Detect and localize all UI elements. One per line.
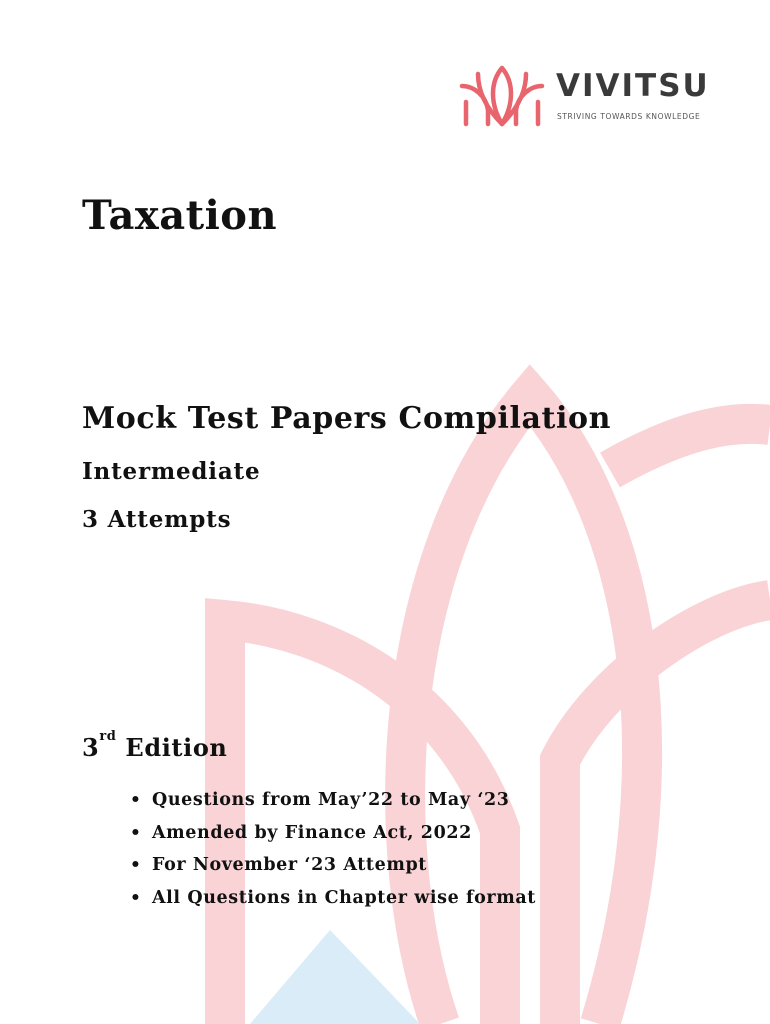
edition-suffix: rd — [99, 729, 117, 744]
vivitsu-logo — [456, 64, 710, 128]
lotus-icon — [456, 64, 548, 128]
attempts-count: 3 Attempts — [82, 506, 232, 533]
feature-item: • Amended by Finance Act, 2022 — [130, 817, 536, 850]
feature-item: • Questions from May’22 to May ‘23 — [130, 784, 536, 817]
course-level: Intermediate — [82, 458, 261, 485]
brand-tagline: STRIVING TOWARDS KNOWLEDGE — [557, 112, 701, 121]
feature-item: • For November ‘23 Attempt — [130, 849, 536, 882]
brand-name: VIVITSU — [556, 68, 710, 104]
feature-list — [130, 784, 536, 914]
book-title: Taxation — [82, 192, 278, 239]
edition-number: 3 — [82, 733, 100, 762]
feature-item: • All Questions in Chapter wise format — [130, 882, 536, 915]
edition-label: Edition — [125, 733, 228, 762]
book-subtitle: Mock Test Papers Compilation — [82, 401, 611, 436]
edition-heading — [82, 729, 228, 762]
